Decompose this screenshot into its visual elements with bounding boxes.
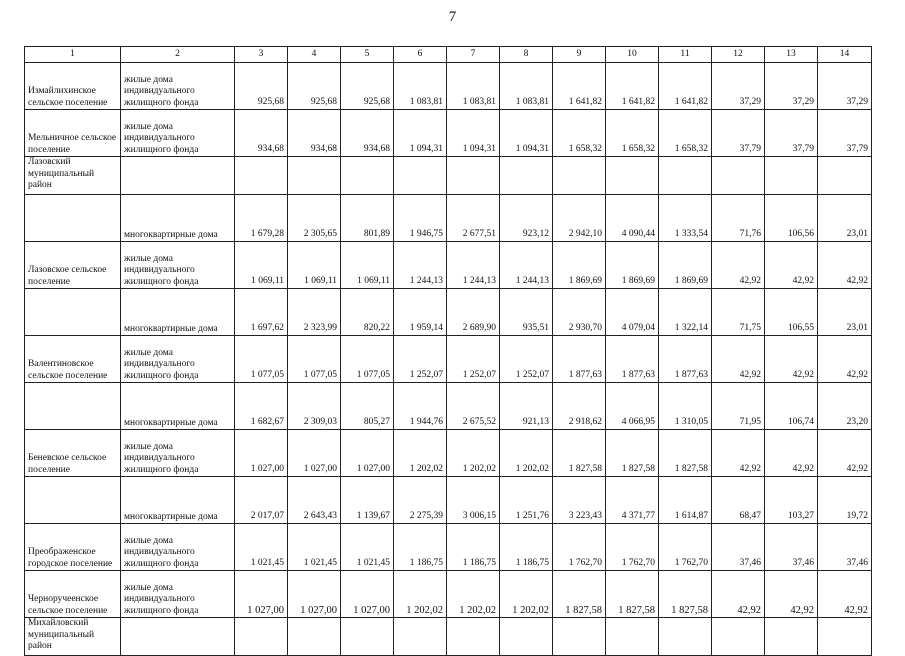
value-cell: 71,95 [712,383,765,430]
column-header: 8 [500,47,553,63]
value-cell: 23,01 [818,289,872,336]
value-cell: 42,92 [765,336,818,383]
value-cell: 801,89 [341,195,394,242]
table-row [25,524,872,571]
value-cell: 1 877,63 [606,336,659,383]
value-cell: 1 827,58 [606,430,659,477]
column-header: 11 [659,47,712,63]
value-cell: 4 079,04 [606,289,659,336]
column-header: 4 [288,47,341,63]
housing-type-cell: многоквартирные дома [121,289,235,336]
housing-type-cell: жилые дома индивидуального жилищного фонда [121,242,235,289]
value-cell: 921,13 [500,383,553,430]
value-cell: 1 244,13 [500,242,553,289]
value-cell: 106,56 [765,195,818,242]
column-header: 5 [341,47,394,63]
value-cell: 1 251,76 [500,477,553,524]
column-header: 7 [447,47,500,63]
value-cell: 1 077,05 [288,336,341,383]
value-cell: 42,92 [818,430,872,477]
value-cell: 935,51 [500,289,553,336]
value-cell: 1 083,81 [447,63,500,110]
value-cell: 1 682,67 [235,383,288,430]
value-cell: 923,12 [500,195,553,242]
table-row [25,157,872,195]
value-cell: 1 069,11 [288,242,341,289]
value-cell: 4 371,77 [606,477,659,524]
value-cell: 37,29 [712,63,765,110]
value-cell: 934,68 [341,110,394,157]
table-row [25,477,872,524]
value-cell: 1 021,45 [341,524,394,571]
value-cell: 1 027,00 [288,571,341,618]
column-header: 2 [121,47,235,63]
value-cell [659,618,712,656]
value-cell: 1 869,69 [659,242,712,289]
value-cell: 1 186,75 [394,524,447,571]
value-cell: 42,92 [712,336,765,383]
value-cell [341,157,394,195]
settlement-name-cell: Измайлихинское сельское поселение [25,63,121,110]
table-row [25,430,872,477]
housing-type-cell: многоквартирные дома [121,195,235,242]
value-cell: 1 827,58 [553,430,606,477]
value-cell: 1 202,02 [447,430,500,477]
value-cell: 1 697,62 [235,289,288,336]
value-cell: 1 641,82 [659,63,712,110]
value-cell: 37,79 [765,110,818,157]
table-row [25,289,872,336]
settlement-name-cell: Валентиновское сельское поселение [25,336,121,383]
value-cell: 1 877,63 [659,336,712,383]
value-cell: 106,74 [765,383,818,430]
value-cell [235,618,288,656]
value-cell: 42,92 [712,242,765,289]
value-cell: 68,47 [712,477,765,524]
value-cell: 37,46 [818,524,872,571]
value-cell: 1 869,69 [553,242,606,289]
value-cell: 1 244,13 [447,242,500,289]
value-cell: 934,68 [288,110,341,157]
page-number: 7 [448,9,457,25]
value-cell: 1 762,70 [659,524,712,571]
column-header: 6 [394,47,447,63]
value-cell [818,157,872,195]
settlement-name-cell: Беневское сельское поселение [25,430,121,477]
value-cell: 934,68 [235,110,288,157]
value-cell: 23,01 [818,195,872,242]
housing-type-cell: жилые дома индивидуального жилищного фонда [121,110,235,157]
settlement-name-cell: Черноручеенское сельское поселение [25,571,121,618]
value-cell: 19,72 [818,477,872,524]
value-cell: 2 309,03 [288,383,341,430]
value-cell [288,618,341,656]
housing-type-cell: жилые дома индивидуального жилищного фонда [121,63,235,110]
value-cell: 4 066,95 [606,383,659,430]
value-cell: 2 942,10 [553,195,606,242]
table-row [25,195,872,242]
value-cell: 2 677,51 [447,195,500,242]
value-cell [394,157,447,195]
value-cell: 805,27 [341,383,394,430]
value-cell: 1 614,87 [659,477,712,524]
value-cell [500,618,553,656]
table-row [25,571,872,618]
value-cell: 1 077,05 [341,336,394,383]
value-cell: 2 689,90 [447,289,500,336]
value-cell: 1 139,67 [341,477,394,524]
value-cell: 1 333,54 [659,195,712,242]
value-cell: 1 202,02 [394,430,447,477]
value-cell: 1 027,00 [341,430,394,477]
value-cell: 1 827,58 [606,571,659,618]
value-cell: 1 658,32 [659,110,712,157]
value-cell: 71,75 [712,289,765,336]
value-cell: 1 877,63 [553,336,606,383]
value-cell: 1 069,11 [341,242,394,289]
table-header-row [25,47,872,63]
value-cell [235,157,288,195]
table-row [25,383,872,430]
settlement-name-cell [25,289,121,336]
value-cell: 23,20 [818,383,872,430]
settlement-name-cell: Лазовское сельское поселение [25,242,121,289]
housing-type-cell: жилые дома индивидуального жилищного фонда [121,524,235,571]
value-cell: 37,46 [765,524,818,571]
value-cell: 37,46 [712,524,765,571]
column-header: 13 [765,47,818,63]
value-cell: 1 077,05 [235,336,288,383]
column-header: 1 [25,47,121,63]
value-cell: 37,29 [818,63,872,110]
value-cell: 37,79 [818,110,872,157]
value-cell: 42,92 [765,571,818,618]
value-cell: 2 643,43 [288,477,341,524]
value-cell: 2 675,52 [447,383,500,430]
value-cell: 1 252,07 [500,336,553,383]
housing-type-cell: жилые дома индивидуального жилищного фонда [121,430,235,477]
housing-type-cell: жилые дома индивидуального жилищного фонда [121,336,235,383]
value-cell: 42,92 [818,242,872,289]
value-cell: 2 275,39 [394,477,447,524]
value-cell: 42,92 [765,242,818,289]
value-cell: 1 083,81 [500,63,553,110]
value-cell: 1 641,82 [606,63,659,110]
value-cell: 1 202,02 [500,571,553,618]
value-cell: 2 323,99 [288,289,341,336]
value-cell: 42,92 [818,571,872,618]
value-cell: 2 918,62 [553,383,606,430]
column-header: 3 [235,47,288,63]
settlement-name-cell: Мельничное сельское поселение [25,110,121,157]
value-cell: 1 202,02 [500,430,553,477]
value-cell: 1 021,45 [288,524,341,571]
table-row [25,242,872,289]
tariff-table [24,46,872,656]
value-cell: 1 021,45 [235,524,288,571]
value-cell: 2 305,65 [288,195,341,242]
value-cell: 2 930,70 [553,289,606,336]
value-cell: 1 252,07 [394,336,447,383]
value-cell: 1 959,14 [394,289,447,336]
value-cell [606,618,659,656]
value-cell: 1 027,00 [235,571,288,618]
value-cell: 1 762,70 [553,524,606,571]
value-cell: 1 869,69 [606,242,659,289]
value-cell: 1 083,81 [394,63,447,110]
value-cell: 71,76 [712,195,765,242]
value-cell: 1 679,28 [235,195,288,242]
value-cell: 4 090,44 [606,195,659,242]
value-cell: 1 946,75 [394,195,447,242]
value-cell: 42,92 [712,571,765,618]
value-cell [288,157,341,195]
table-row [25,336,872,383]
settlement-name-cell: Михайловский муниципальный район [25,618,121,656]
settlement-name-cell [25,195,121,242]
value-cell: 2 017,07 [235,477,288,524]
value-cell: 925,68 [288,63,341,110]
value-cell: 1 641,82 [553,63,606,110]
value-cell: 37,29 [765,63,818,110]
housing-type-cell [121,157,235,195]
column-header: 14 [818,47,872,63]
table-row [25,63,872,110]
value-cell: 3 223,43 [553,477,606,524]
value-cell [659,157,712,195]
column-header: 10 [606,47,659,63]
value-cell [447,157,500,195]
value-cell: 1 094,31 [447,110,500,157]
value-cell: 1 762,70 [606,524,659,571]
value-cell [765,157,818,195]
value-cell [553,157,606,195]
settlement-name-cell [25,383,121,430]
value-cell: 925,68 [235,63,288,110]
column-header: 12 [712,47,765,63]
value-cell [712,618,765,656]
value-cell: 820,22 [341,289,394,336]
value-cell: 1 944,76 [394,383,447,430]
value-cell: 37,79 [712,110,765,157]
housing-type-cell: многоквартирные дома [121,477,235,524]
housing-type-cell: многоквартирные дома [121,383,235,430]
value-cell: 1 310,05 [659,383,712,430]
value-cell: 42,92 [818,336,872,383]
value-cell: 1 027,00 [235,430,288,477]
value-cell: 42,92 [712,430,765,477]
settlement-name-cell [25,477,121,524]
value-cell: 103,27 [765,477,818,524]
table-row [25,618,872,656]
value-cell: 42,92 [765,430,818,477]
value-cell [606,157,659,195]
value-cell: 1 322,14 [659,289,712,336]
table-row [25,110,872,157]
value-cell: 1 202,02 [394,571,447,618]
value-cell [447,618,500,656]
value-cell [765,618,818,656]
housing-type-cell: жилые дома индивидуального жилищного фонда [121,571,235,618]
value-cell [500,157,553,195]
value-cell: 1 186,75 [500,524,553,571]
settlement-name-cell: Лазовский муниципальный район [25,157,121,195]
value-cell: 3 006,15 [447,477,500,524]
value-cell: 1 027,00 [341,571,394,618]
value-cell: 1 658,32 [553,110,606,157]
value-cell [818,618,872,656]
value-cell: 1 244,13 [394,242,447,289]
value-cell [341,618,394,656]
value-cell: 1 094,31 [500,110,553,157]
value-cell: 1 827,58 [659,430,712,477]
value-cell: 1 827,58 [553,571,606,618]
value-cell: 1 027,00 [288,430,341,477]
value-cell [712,157,765,195]
column-header: 9 [553,47,606,63]
value-cell: 1 202,02 [447,571,500,618]
value-cell: 1 094,31 [394,110,447,157]
value-cell: 106,55 [765,289,818,336]
housing-type-cell [121,618,235,656]
value-cell: 925,68 [341,63,394,110]
value-cell [394,618,447,656]
value-cell: 1 658,32 [606,110,659,157]
value-cell: 1 252,07 [447,336,500,383]
value-cell: 1 827,58 [659,571,712,618]
value-cell: 1 186,75 [447,524,500,571]
value-cell: 1 069,11 [235,242,288,289]
value-cell [553,618,606,656]
settlement-name-cell: Преображенское городское поселение [25,524,121,571]
